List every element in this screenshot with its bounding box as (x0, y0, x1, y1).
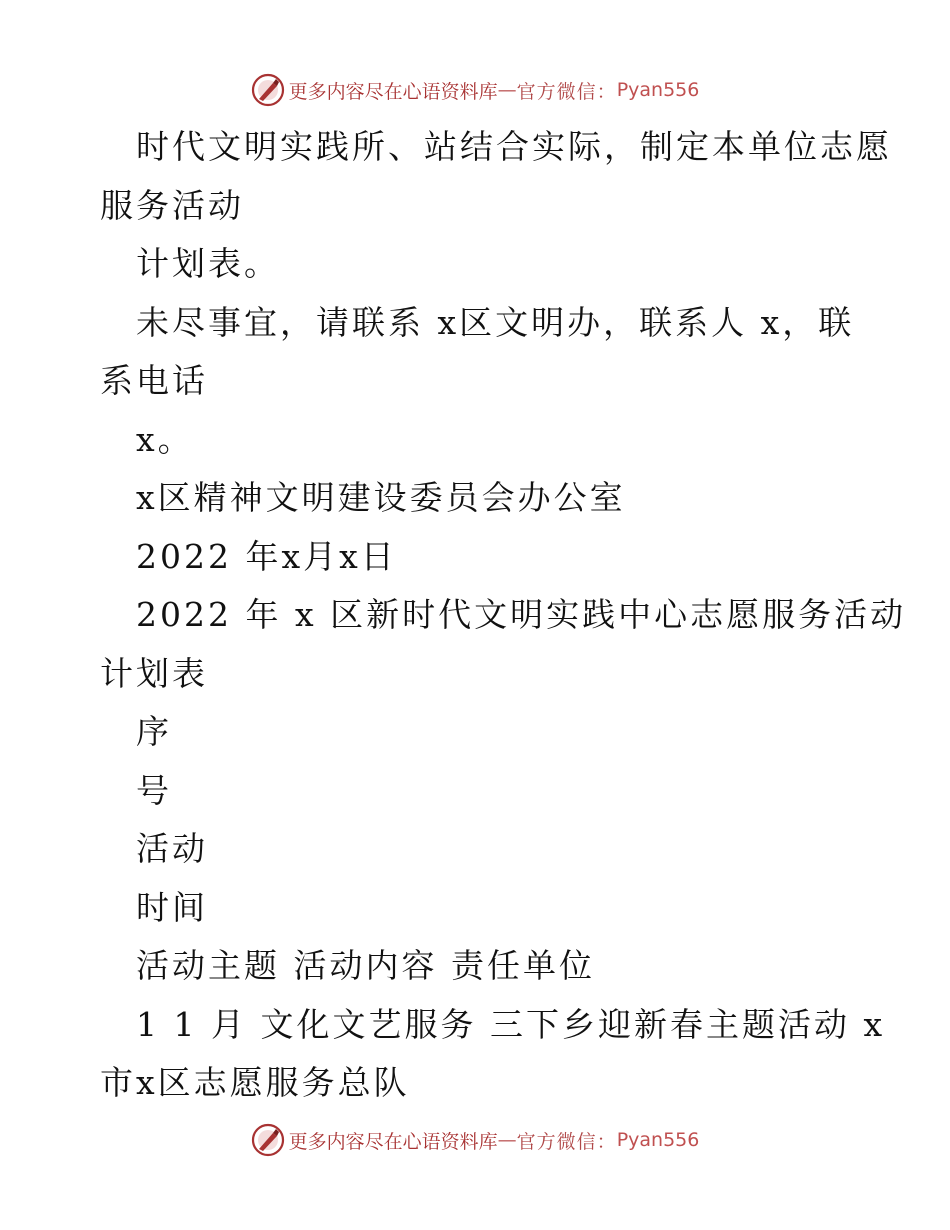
document-body (0, 118, 950, 1113)
body-line: 未尽事宜，请联系 x区文明办，联系人 x，联 (136, 302, 855, 342)
watermark-wechat-id: Pyan556 (616, 79, 700, 101)
table-title-cont: 计划表 (100, 653, 208, 693)
header-watermark (0, 70, 950, 110)
body-line: 计划表。 (136, 244, 280, 283)
watermark-wechat-id: Pyan556 (616, 1129, 700, 1151)
body-line: 服务活动 (100, 185, 244, 225)
table-title: 2022 年 x 区新时代文明实践中心志愿服务活动 (136, 595, 907, 634)
watermark-wechat-label: 官方微信： (516, 1130, 617, 1153)
body-line: x。 (136, 419, 194, 459)
table-header-cell: 时间 (136, 887, 208, 927)
watermark-wechat-label: 官方微信： (516, 80, 617, 103)
table-header-cell: 序 (136, 712, 172, 751)
signature-date: 2022 年x月x日 (136, 536, 397, 576)
watermark-site-text: 更多内容尽在心语资料库 (288, 1130, 498, 1153)
table-header-cell: 活动 (136, 829, 208, 868)
table-row: 1 1 月 文化文艺服务 三下乡迎新春主题活动 x (136, 1004, 886, 1044)
table-header-cell: 号 (136, 770, 172, 810)
table-row-cont: 市x区志愿服务总队 (100, 1063, 410, 1102)
body-line: 时代文明实践所、站结合实际，制定本单位志愿 (136, 127, 892, 166)
signature-org: x区精神文明建设委员会办公室 (136, 478, 626, 517)
watermark-separator: — (497, 79, 517, 101)
body-line: 系电话 (100, 361, 208, 400)
watermark-separator: — (497, 1129, 517, 1151)
footer-watermark (0, 1120, 950, 1160)
table-header-row: 活动主题 活动内容 责任单位 (136, 946, 595, 985)
watermark-site-text: 更多内容尽在心语资料库 (288, 80, 498, 103)
pen-logo-icon (251, 1123, 285, 1157)
pen-logo-icon (251, 73, 285, 107)
